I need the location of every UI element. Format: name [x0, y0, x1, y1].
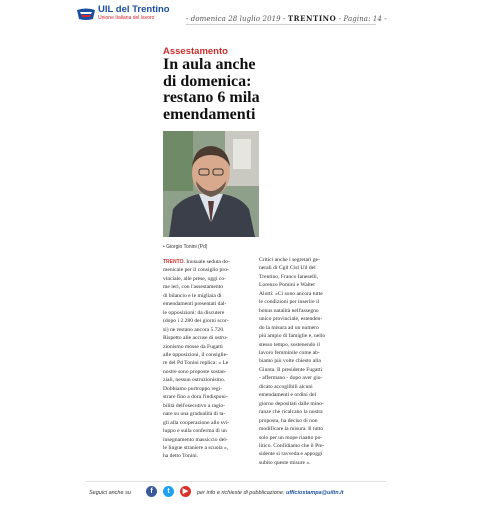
newspaper-name: TRENTINO — [287, 14, 337, 23]
column-line: Rispetto alle accuse di ostru- — [163, 335, 228, 342]
column-line: Alotti: «Ci sono ancora tutte — [259, 290, 323, 297]
column-line: bilità dell'esecutivo a ragio- — [163, 402, 226, 409]
column-line: menicale per il consiglio pro- — [163, 267, 229, 274]
article-kicker: Assestamento — [163, 46, 228, 57]
column-line: strare fino a dora l'indisponi- — [163, 394, 228, 401]
column-line: vinciale, alle prese, oggi co- — [163, 275, 227, 282]
portrait-photo — [163, 131, 259, 237]
brand-name: UIL del Trentino — [98, 4, 170, 15]
column-line: giorno depositati dalle mino- — [259, 400, 324, 407]
column-line: do la misura ad un numero — [259, 324, 319, 331]
column-line: lavoro femminile come ab- — [259, 349, 320, 356]
column-line: emendamenti e ordini del — [259, 392, 317, 399]
column-line: nerali di Cgil Cisl Uil del — [259, 265, 316, 272]
uil-logo-icon — [76, 7, 96, 21]
issue-info — [186, 14, 387, 23]
article-headline — [163, 57, 313, 123]
column-line: zionismo mosse da Fugatti — [163, 343, 223, 350]
column-line: ranze che ricalcano la nostra — [259, 409, 323, 416]
column-line: modificare la misura. Il tutto — [259, 426, 324, 433]
column-line: ziali, nessun ostruzionismo. — [163, 377, 226, 384]
portrait-illustration — [163, 131, 259, 237]
column-line: Trentino, Franco Ianeselli, — [259, 273, 319, 280]
headline-line: di domenica: — [163, 73, 252, 90]
article-column-2 — [259, 256, 355, 467]
column-line: di bilancio e le migliaia di — [163, 292, 222, 299]
column-line: insegnamento massiccio del- — [163, 436, 228, 443]
column-line: le opposizioni: da discutere — [163, 309, 225, 316]
column-line: solo per un mope riaatto po- — [259, 434, 323, 441]
brand — [98, 4, 170, 21]
column-line: me ieri, con l'assestamento — [163, 284, 224, 291]
column-line: gli alla cooperazione allo svi- — [163, 419, 230, 426]
issue-date: - domenica 28 luglio 2019 - — [186, 15, 286, 23]
column-line: - affermano - dopo aver giu- — [259, 375, 323, 382]
article-column-1 — [163, 258, 257, 461]
column-line: Lorenzo Pomini e Walter — [259, 282, 316, 289]
column-line: Giunta. Il presidente Fugatti — [259, 366, 323, 373]
headline-line: restano 6 mila — [163, 90, 260, 106]
contact-email-link[interactable]: ufficiostampa@uiltn.it — [285, 490, 344, 496]
facebook-icon[interactable]: f — [146, 486, 157, 497]
column-line: proposta, ha deciso di non — [259, 417, 318, 424]
column-line: (dopo i 2.280 dei giorni scor- — [163, 318, 229, 325]
column-line: Critici anche i segretari ge- — [259, 257, 320, 263]
column-line: nostre sono proposte sostan- — [163, 368, 227, 375]
contact-label: per info e richieste di pubblicazione: — [197, 490, 285, 496]
column-line: sidente si ravveda e appoggi — [259, 451, 323, 458]
twitter-icon[interactable]: t — [163, 486, 174, 497]
photo-caption: • Giorgio Tonini (Pd) — [163, 244, 208, 250]
youtube-icon[interactable]: ▶ — [180, 486, 191, 497]
column-line: bonus natalità nell'assegno — [259, 307, 319, 314]
column-line: re del Pd Tonini replica: « Le — [163, 360, 229, 367]
page-number: - Pagina: 14 - — [338, 15, 387, 23]
follow-us-label: Seguici anche su — [89, 490, 131, 496]
column-line: le condizioni per inserire il — [259, 299, 320, 306]
column-line: subito queste misure ». — [259, 459, 311, 466]
column-line: ha detto Tonini. — [163, 453, 199, 460]
column-line: più ampio di famiglie e, nello — [259, 333, 326, 340]
column-line: emendamenti presentati dal- — [163, 301, 227, 308]
column-line: alle opposizioni, il consiglie- — [163, 351, 228, 358]
contact-info — [197, 490, 344, 496]
column-line: TRENTO. Inusuale seduta do- — [163, 259, 230, 265]
column-line: nare su una gradualità di ta- — [163, 411, 226, 418]
headline-line: In aula anche — [163, 57, 256, 73]
column-line: litico. Confidiamo che il Pre- — [259, 442, 325, 449]
column-line: dicato accoglibili alcuni — [259, 383, 313, 390]
column-line: stesso tempo, sostenendo il — [259, 341, 320, 348]
dateline: TRENTO. — [163, 259, 185, 265]
brand-subtitle: Unione Italiana del lavoro — [98, 15, 155, 21]
column-line: biamo più volte chiesto alla — [259, 358, 321, 365]
column-line: si) ne restano ancora 5.720. — [163, 326, 225, 333]
headline-line: emendamenti — [163, 106, 256, 123]
column-line: le lingue straniere a scuola », — [163, 444, 229, 451]
masthead-divider — [186, 24, 376, 25]
footer-divider — [86, 481, 386, 482]
column-line: unico provinciale, estenden- — [259, 316, 323, 323]
masthead — [0, 0, 478, 30]
column-line: Dobbiamo purtroppo regi- — [163, 385, 223, 392]
column-line: luppo e sulla conferma di un — [163, 428, 227, 435]
